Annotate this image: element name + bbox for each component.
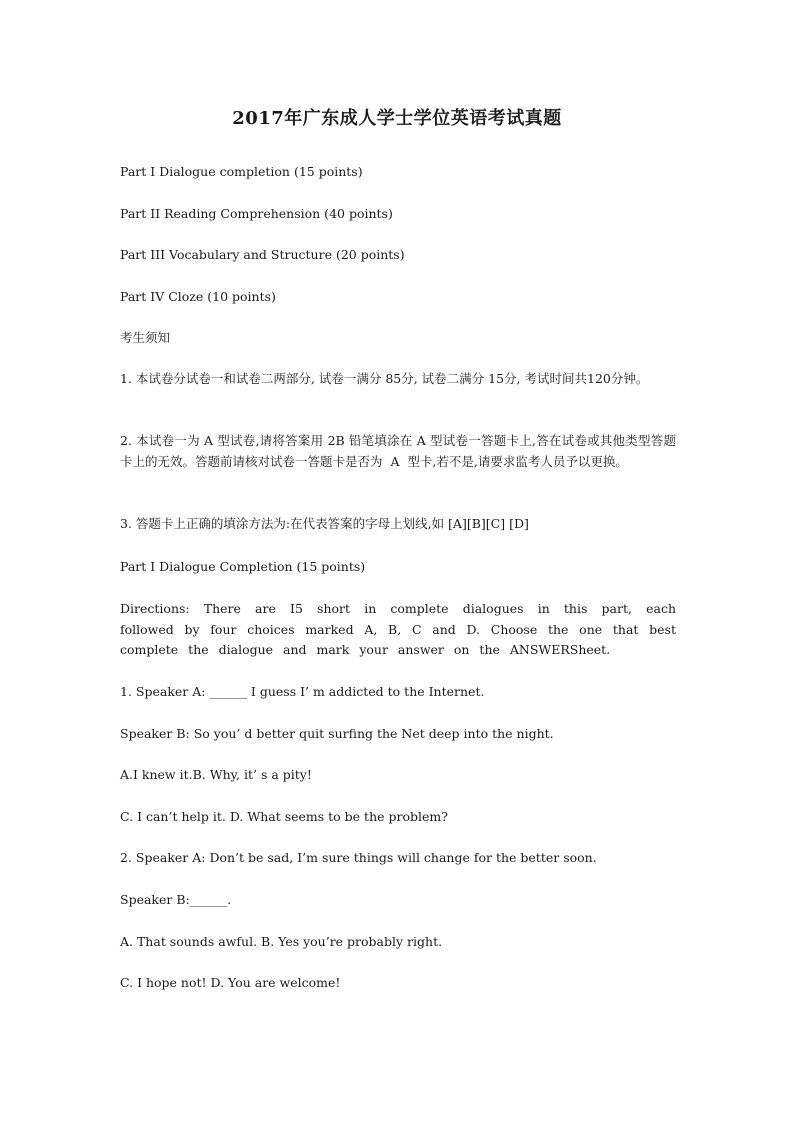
- question-speaker-a: 1. Speaker A: ______ I guess I’ m addicted to the Internet.: [120, 684, 485, 699]
- question-options: C. I can’t help it. D. What seems to be the problem?: [120, 809, 448, 824]
- question-options: C. I hope not! D. You are welcome!: [120, 975, 341, 990]
- question-speaker-b: Speaker B: So you’ d better quit surfing the Net deep into the night.: [120, 726, 554, 741]
- section-heading: Part I Dialogue Completion (15 points): [120, 559, 366, 574]
- part-heading: Part IV Cloze (10 points): [120, 289, 276, 304]
- page-title: 2017年广东成人学士学位英语考试真题: [232, 108, 562, 129]
- question-options: A.I knew it.B. Why, it’ s a pity!: [120, 767, 312, 782]
- question-speaker-b: Speaker B:______.: [120, 892, 232, 907]
- notice-heading: 考生须知: [120, 330, 171, 345]
- part-heading: Part I Dialogue completion (15 points): [120, 164, 363, 179]
- part-heading: Part II Reading Comprehension (40 points): [120, 206, 393, 221]
- notice-item: 1. 本试卷分试卷一和试卷二两部分, 试卷一满分 85分, 试卷二满分 15分, 考试时间共120分钟。: [120, 371, 649, 386]
- notice-item: 3. 答题卡上正确的填涂方法为:在代表答案的字母上划线,如 [A][B][C] [D]: [120, 516, 529, 531]
- part-heading: Part III Vocabulary and Structure (20 points): [120, 247, 405, 262]
- question-speaker-a: 2. Speaker A: Don’t be sad, I’m sure things will change for the better soon.: [120, 850, 597, 865]
- directions-text: Directions: There are I5 short in complete dialogues in this part, each followed by four choices marked A, B, C and D. Choose the one that best complete the dialogue and mark your answer on the ANSWERSheet.: [120, 601, 686, 657]
- question-options: A. That sounds awful. B. Yes you’re probably right.: [120, 934, 443, 949]
- notice-item: 2. 本试卷一为 A 型试卷,请将答案用 2B 铅笔填涂在 A 型试卷一答题卡上,答在试卷或其他类型答题卡上的无效。答题前请核对试卷一答题卡是否为 A 型卡,若不是,请要求监考人员予以更换。: [120, 433, 676, 469]
